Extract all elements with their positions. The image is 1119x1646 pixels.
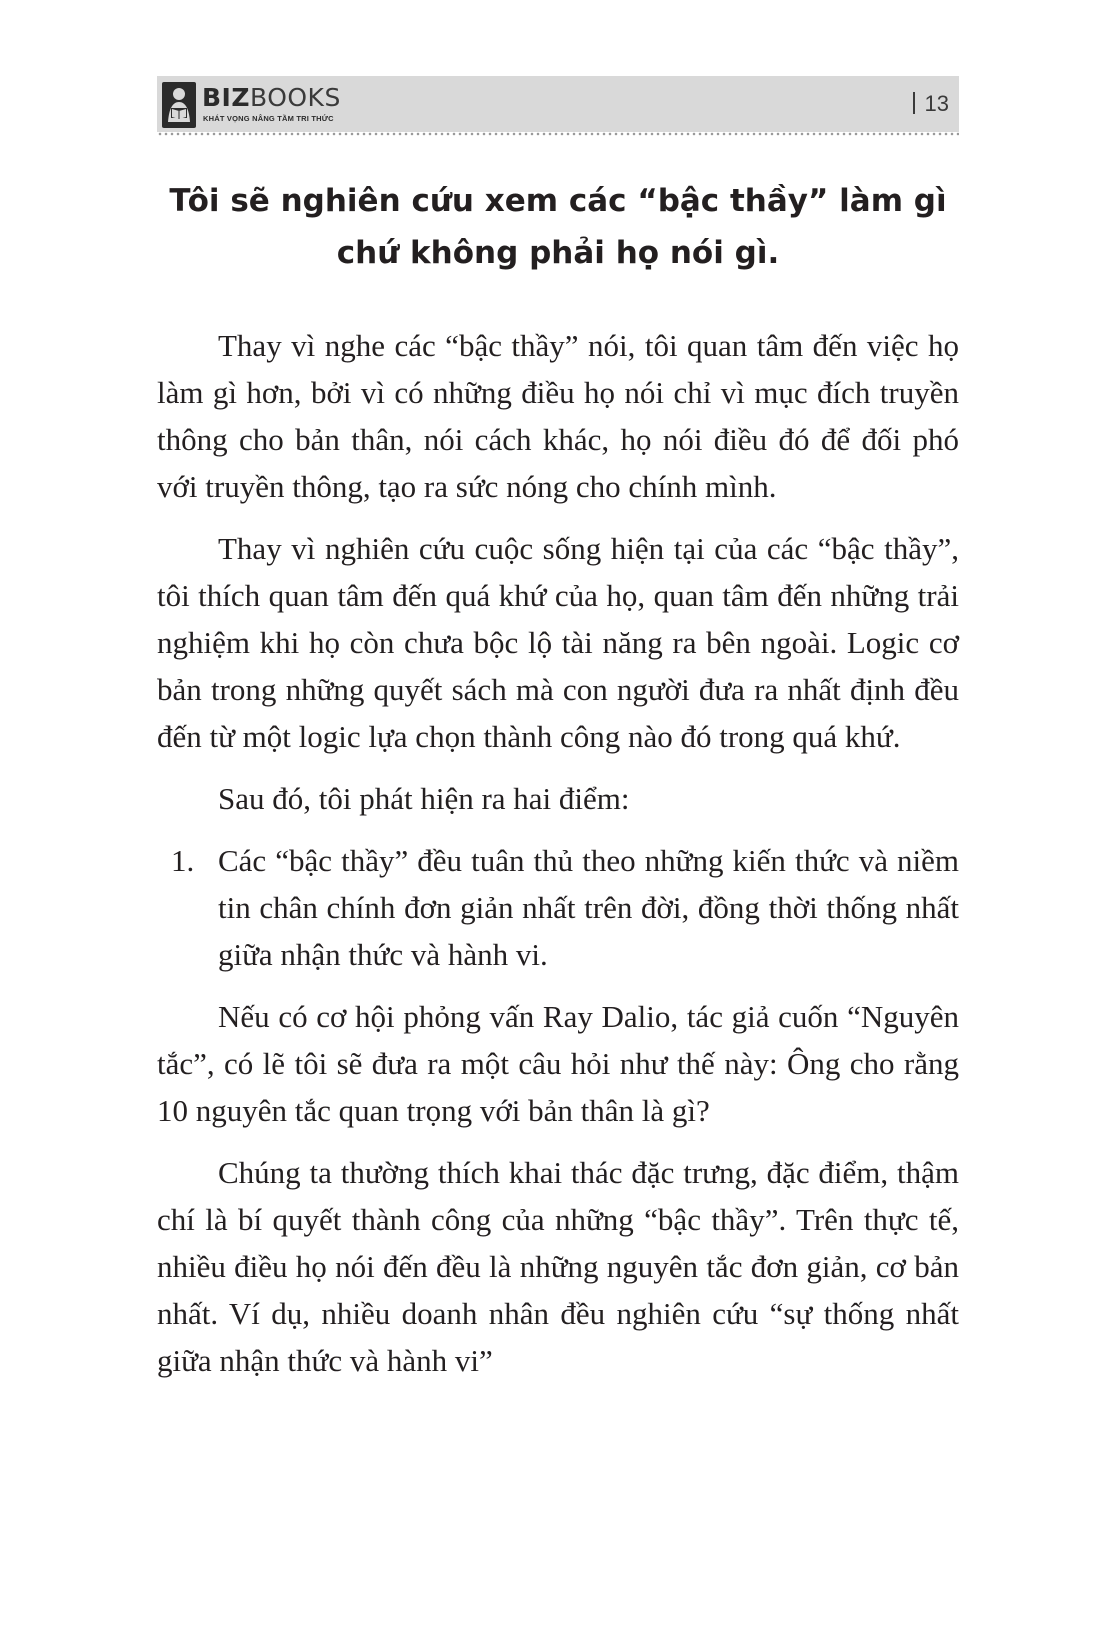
page-number-value: 13 — [924, 91, 949, 116]
logo-tagline: KHÁT VỌNG NÂNG TẦM TRI THỨC — [203, 114, 334, 123]
paragraph: Thay vì nghiên cứu cuộc sống hiện tại của các “bậc thầy”, tôi thích quan tâm đến quá khứ của họ, quan tâm đến những trải nghiệm khi họ còn chưa bộc lộ tài năng ra bên ngoài. Logic cơ bản trong những quyết sách mà con người đưa ra nhất định đều đến từ một logic lựa chọn thành công nào đó trong quá khứ. — [157, 531, 959, 754]
logo-wordmark — [202, 84, 341, 112]
logo-books: BOOKS — [249, 83, 341, 112]
list-item-number: 1. — [171, 843, 195, 878]
paragraph: Sau đó, tôi phát hiện ra hai điểm: — [218, 781, 630, 816]
list-item-text: Các “bậc thầy” đều tuân thủ theo những kiến thức và niềm tin chân chính đơn giản nhất trên đời, đồng thời thống nhất giữa nhận thức và hành vi. — [218, 843, 959, 972]
page-number-separator — [913, 92, 915, 114]
logo-biz: BIZ — [202, 83, 250, 112]
page-number — [913, 92, 949, 116]
bizbooks-logo — [162, 82, 341, 128]
heading-line-1: Tôi sẽ nghiên cứu xem các “bậc thầy” làm gì — [169, 183, 947, 219]
paragraph: Nếu có cơ hội phỏng vấn Ray Dalio, tác giả cuốn “Nguyên tắc”, có lẽ tôi sẽ đưa ra một câu hỏi như thế này: Ông cho rằng 10 nguyên tắc quan trọng với bản thân là gì? — [157, 999, 959, 1128]
header-dotted-rule — [157, 132, 959, 136]
paragraph: Chúng ta thường thích khai thác đặc trưng, đặc điểm, thậm chí là bí quyết thành công của những “bậc thầy”. Trên thực tế, nhiều điều họ nói đến đều là những nguyên tắc đơn giản, cơ bản nhất. Ví dụ, nhiều doanh nhân đều nghiên cứu “sự thống nhất giữa nhận thức và hành vi” — [157, 1155, 959, 1378]
reading-person-icon — [162, 82, 196, 128]
heading-line-2: chứ không phải họ nói gì. — [336, 235, 780, 271]
paragraph: Thay vì nghe các “bậc thầy” nói, tôi quan tâm đến việc họ làm gì hơn, bởi vì có những điều họ nói chỉ vì mục đích truyền thông cho bản thân, nói cách khác, họ nói điều đó để đối phó với truyền thông, tạo ra sức nóng cho chính mình. — [157, 328, 959, 504]
body-text — [157, 322, 959, 1399]
list-item — [157, 837, 959, 978]
section-heading — [157, 175, 959, 279]
